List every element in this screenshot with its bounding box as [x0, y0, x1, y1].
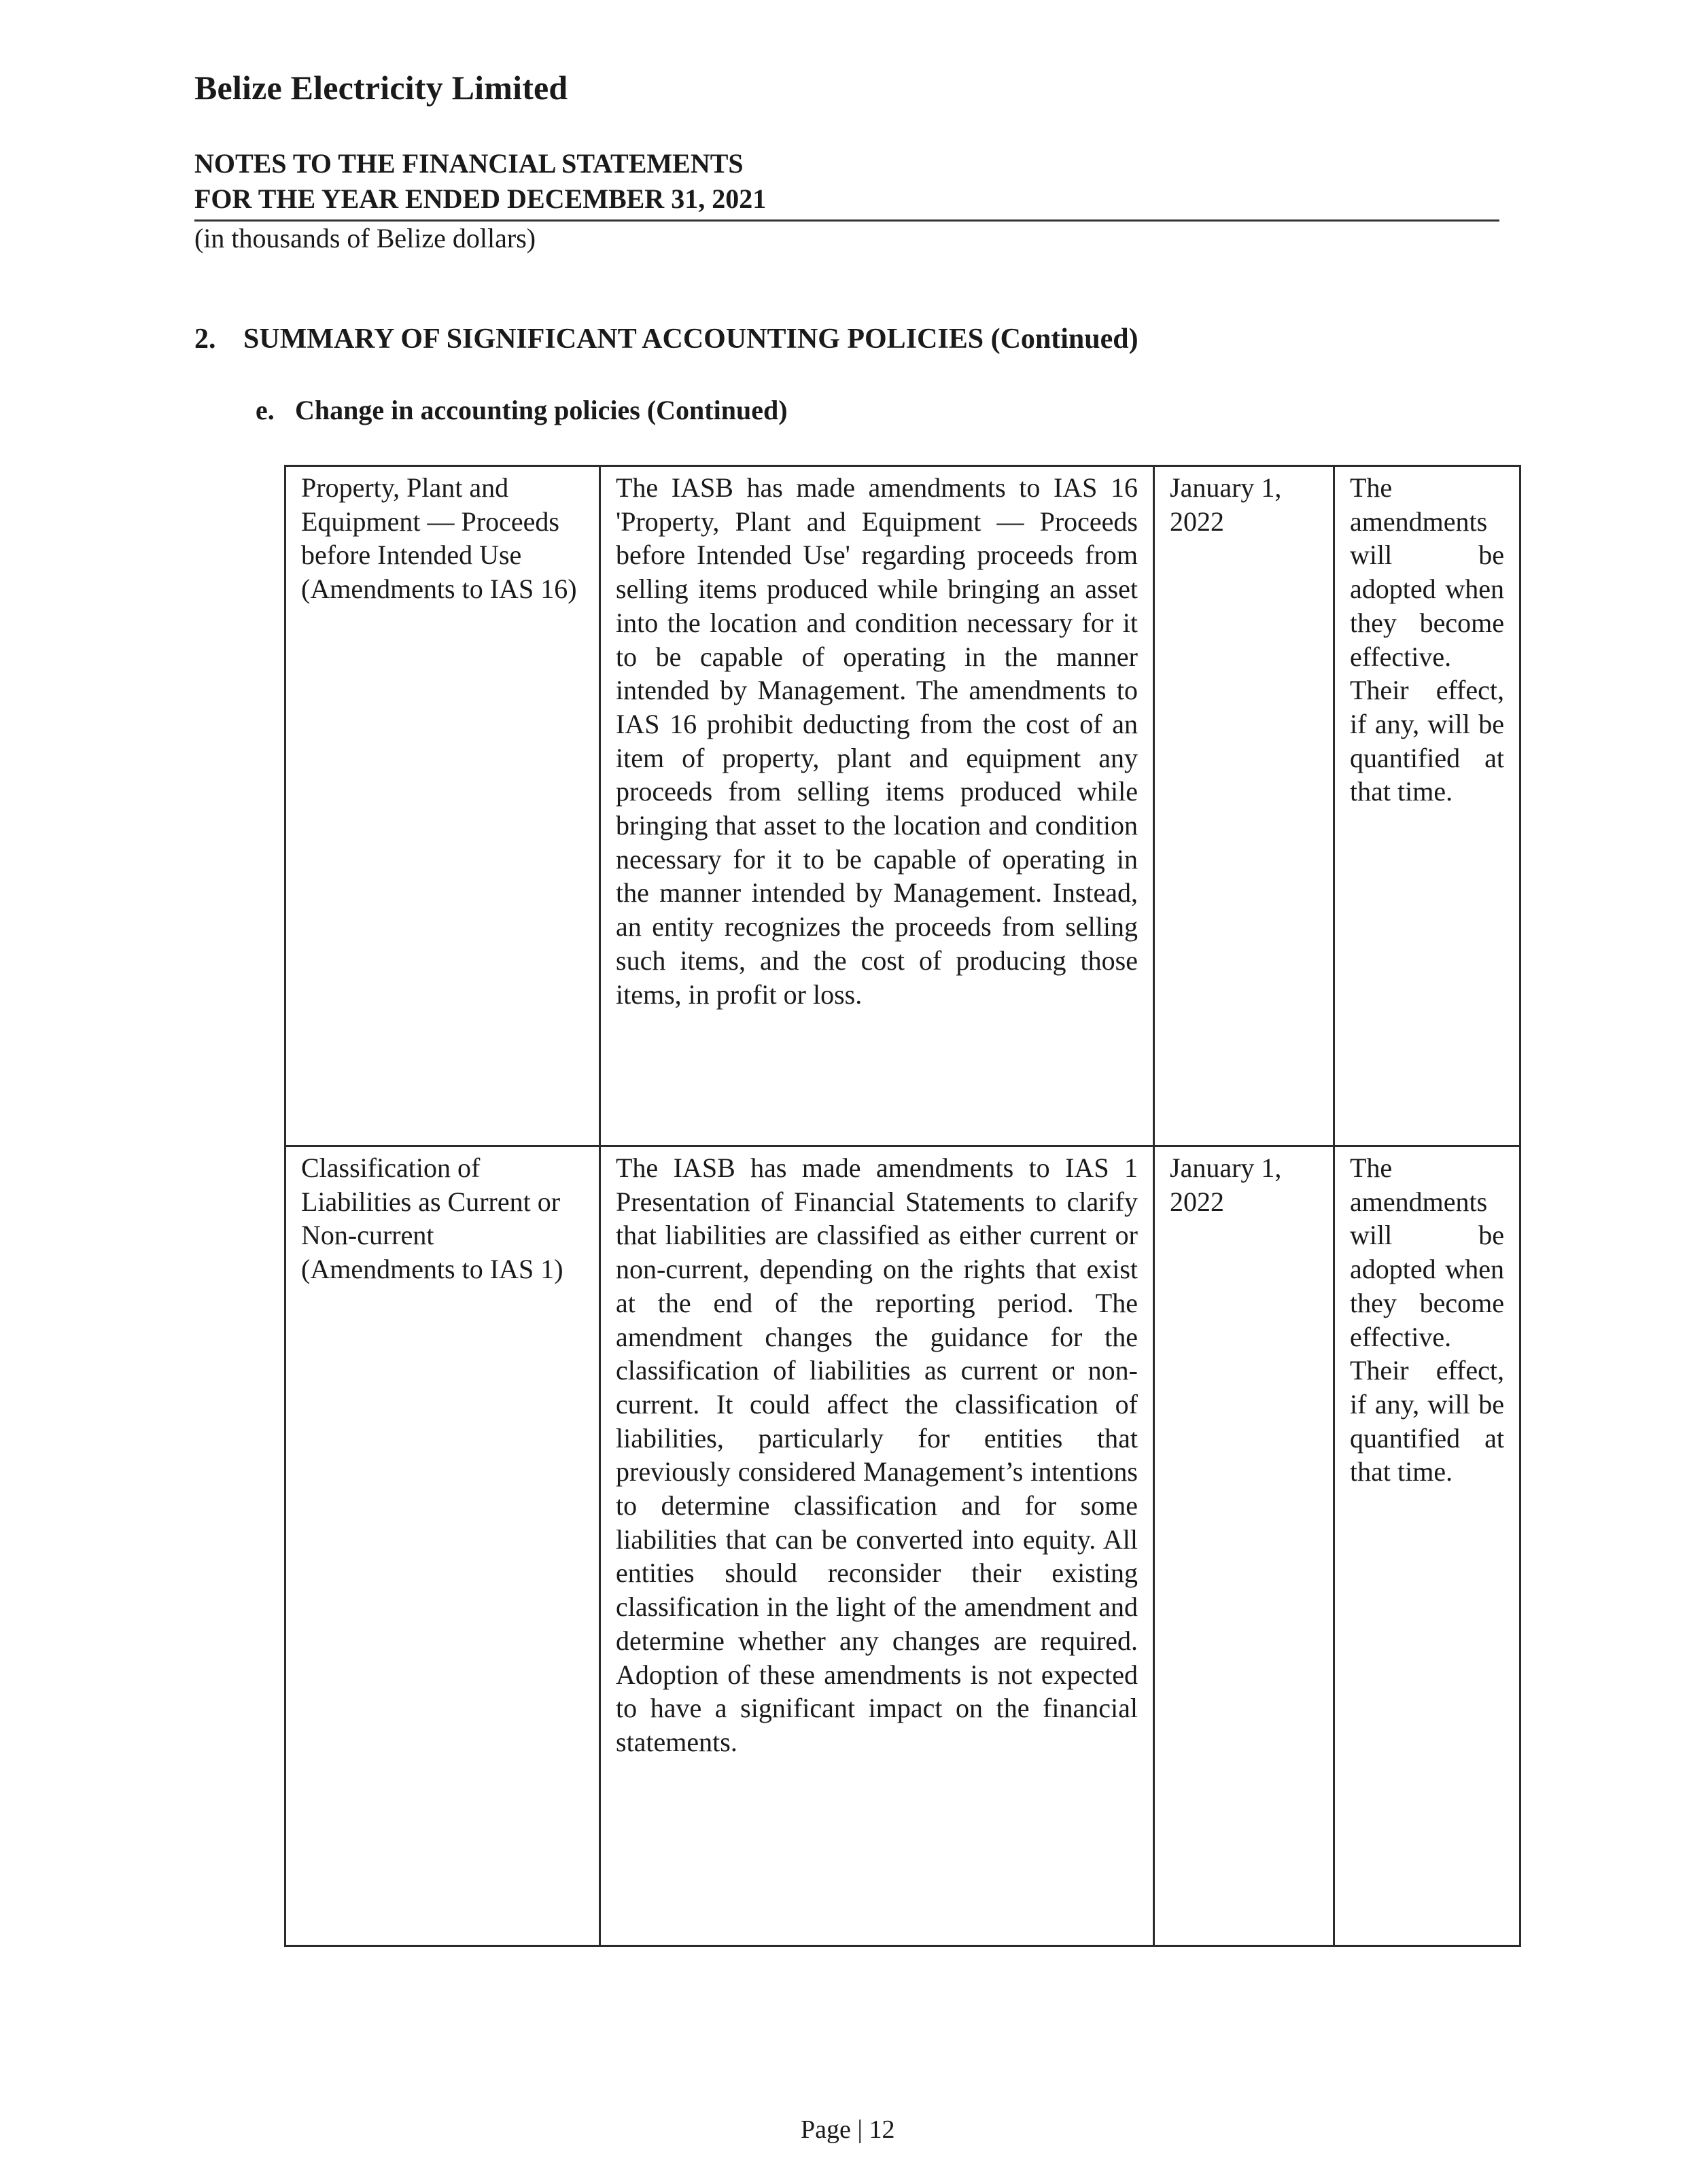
- table-row: [285, 466, 1520, 1146]
- currency-note: (in thousands of Belize dollars): [194, 223, 536, 253]
- effective-date-cell: January 1, 2022: [1154, 1146, 1334, 1946]
- period-title: FOR THE YEAR ENDED DECEMBER 31, 2021: [194, 183, 767, 214]
- policy-description-cell: The IASB has made amendments to IAS 1 Presentation of Financial Statements to clarify that liabilities are classified as either current or non-current, depending on the rights that exist at the end of the reporting period. The amendment changes the guidance for the classification of liabilities as current or non-current. It could affect the classification of liabilities, particularly for entities that previously considered Management’s intentions to determine classification and for some liabilities that can be converted into equity. All entities should reconsider their existing classification in the light of the amendment and determine whether any changes are required. Adoption of these amendments is not expected to have a significant impact on the financial statements.: [600, 1146, 1154, 1946]
- subsection-heading: [256, 394, 788, 426]
- accounting-policy-table: [284, 465, 1521, 1947]
- policy-name-cell: Property, Plant and Equipment — Proceeds before Intended Use (Amendments to IAS 16): [285, 466, 600, 1146]
- section-heading: [194, 323, 1138, 355]
- policy-name-cell: Classification of Liabilities as Current or Non-current (Amendments to IAS 1): [285, 1146, 600, 1946]
- section-title: SUMMARY OF SIGNIFICANT ACCOUNTING POLICIES (Continued): [243, 323, 1138, 355]
- effective-date-cell: January 1, 2022: [1154, 466, 1334, 1146]
- subsection-title: Change in accounting policies (Continued): [295, 395, 788, 425]
- adoption-note-cell: The amendments will be adopted when they become effective. Their effect, if any, will be quantified at that time.: [1334, 1146, 1520, 1946]
- adoption-note-cell: The amendments will be adopted when they become effective. Their effect, if any, will be quantified at that time.: [1334, 466, 1520, 1146]
- page-number: Page | 12: [801, 2115, 895, 2144]
- section-number: 2.: [194, 323, 216, 355]
- policy-description-cell: The IASB has made amendments to IAS 16 'Property, Plant and Equipment — Proceeds before Intended Use' regarding proceeds from selling items produced while bringing an asset into the location and condition necessary for it to be capable of operating in the manner intended by Management. The amendments to IAS 16 prohibit deducting from the cost of an item of property, plant and equipment any proceeds from selling items produced while bringing that asset to the location and condition necessary for it to be capable of operating in the manner intended by Management. Instead, an entity recognizes the proceeds from selling such items, and the cost of producing those items, in profit or loss.: [600, 466, 1154, 1146]
- table-row: [285, 1146, 1520, 1946]
- company-name: Belize Electricity Limited: [194, 69, 568, 107]
- report-title: [194, 146, 766, 217]
- notes-title: NOTES TO THE FINANCIAL STATEMENTS: [194, 148, 744, 179]
- subsection-letter: e.: [256, 395, 275, 425]
